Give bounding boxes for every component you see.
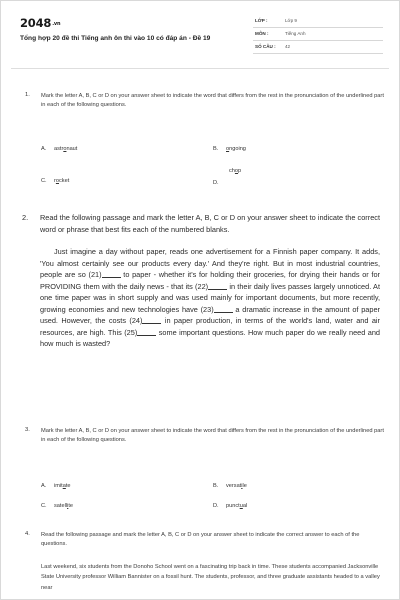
option-letter: C. [41, 178, 47, 184]
passage-text: in paper production, in terms of the world's land, water and air resources, are high. This (25) [40, 316, 380, 337]
header-divider [11, 68, 389, 69]
site-logo[interactable] [20, 16, 60, 30]
option-letter: C. [41, 503, 47, 509]
option-underlined: o [55, 178, 59, 184]
meta-key: LỚP : [255, 18, 268, 23]
option-word-pre: astr [54, 146, 64, 152]
answer-blank[interactable] [214, 312, 233, 313]
passage-text: to paper - whether it's for holding their groceries, for drying their hands or for PROVIDING them with the daily news - that its (22) [40, 270, 380, 291]
option-letter: A. [41, 483, 47, 489]
question-number: 1. [25, 92, 30, 98]
passage-text: in their daily lives passes largely unnoticed. At one time paper was in short supply and was used mainly for important documents, but more recently, growing economies and new technologies have (23) [40, 281, 380, 314]
option-letter: A. [41, 146, 47, 152]
meta-row-class [253, 16, 383, 28]
meta-row-count [253, 42, 383, 54]
option-word-post: te [68, 503, 73, 509]
answer-option-b[interactable] [213, 146, 246, 152]
option-word-post: al [242, 503, 248, 509]
question-text: Mark the letter A, B, C or D on your answer sheet to indicate the word that differs from the rest in the pronunciation of the underlined part in each of the following questions. [41, 93, 384, 108]
passage-text: Just imagine a day without paper, reads one advertisement for a Finnish paper company. It adds, 'You almost certainly see our products every day.' And they're right. But in most industrial countries, people are so (21) [40, 247, 380, 279]
answer-blank[interactable] [137, 335, 156, 336]
question-number: 4. [25, 531, 30, 537]
meta-key: SỐ CÂU : [255, 44, 276, 49]
answer-blank[interactable] [208, 289, 227, 290]
logo-text: 2048 [20, 16, 52, 30]
answer-option-c[interactable] [41, 178, 69, 184]
answer-option-c[interactable] [41, 503, 73, 509]
meta-value: Tiếng Anh [285, 31, 306, 36]
option-word-post: te [65, 483, 71, 489]
answer-blank[interactable] [142, 323, 161, 324]
meta-row-subject [253, 29, 383, 41]
option-letter: B. [213, 483, 219, 489]
answer-blank[interactable] [102, 277, 121, 278]
option-word-pre: imit [54, 483, 63, 489]
option-underlined: a [62, 483, 66, 489]
option-word-pre: ch [229, 168, 235, 174]
question-number: 2. [22, 213, 29, 222]
question-number: 3. [25, 427, 30, 433]
option-word-pre: r [54, 178, 56, 184]
meta-value: 42 [285, 44, 291, 49]
answer-option-d-word[interactable] [229, 168, 241, 174]
option-underlined: i [67, 503, 69, 509]
option-word-post: naut [66, 146, 78, 152]
option-underlined: i [241, 483, 243, 489]
option-underlined: o [226, 146, 230, 152]
option-underlined: o [234, 168, 239, 174]
answer-option-a[interactable] [41, 483, 71, 489]
option-word-pre: versat [226, 483, 242, 489]
option-word-post: p [238, 168, 242, 174]
option-word-pre: satell [54, 503, 68, 509]
page-title: Tổng hợp 20 đề thi Tiếng anh ôn thi vào 10 có đáp án - Đề 19 [20, 35, 211, 42]
answer-option-a[interactable] [41, 146, 77, 152]
option-letter: D. [213, 180, 219, 186]
question-text: Read the following passage and mark the letter A, B, C or D on your answer sheet to indicate the correct word or phrase that best fits each of the numbered blanks. [40, 213, 380, 234]
reading-passage [40, 246, 380, 350]
answer-option-d-letter[interactable] [213, 180, 226, 186]
meta-key: MÔN : [255, 31, 269, 36]
option-letter: D. [213, 503, 219, 509]
question-text: Mark the letter A, B, C or D on your answer sheet to indicate the word that differs from the rest in the pronunciation of the underlined part in each of the following questions. [41, 428, 384, 443]
option-underlined: u [239, 503, 243, 509]
question-text: Read the following passage and mark the letter A, B, C or D on your answer sheet to indicate the correct answer to each of the questions. [41, 532, 360, 547]
option-word-post: ngoing [229, 146, 246, 152]
answer-option-b[interactable] [213, 483, 247, 489]
option-word-pre: punct [226, 503, 240, 509]
reading-passage: Last weekend, six students from the Donoho School went on a fascinating trip back in time. These students accompanied Jacksonville State University professor William Bannister on a fossil hunt. The students, professor, and three graduate assistants headed to a valley near [41, 564, 380, 591]
logo-suffix: .vn [52, 21, 61, 27]
answer-option-d[interactable] [213, 503, 247, 509]
option-word-post: cket [59, 178, 70, 184]
option-letter: B. [213, 146, 219, 152]
passage-text: some important questions. How much paper do we really need and how much is wasted? [40, 327, 380, 348]
option-word-post: le [242, 483, 247, 489]
passage-text: a dramatic increase in the amount of paper used. However, the costs (24) [40, 304, 380, 325]
option-underlined: o [63, 146, 67, 152]
meta-value: Lớp 9 [285, 18, 297, 23]
